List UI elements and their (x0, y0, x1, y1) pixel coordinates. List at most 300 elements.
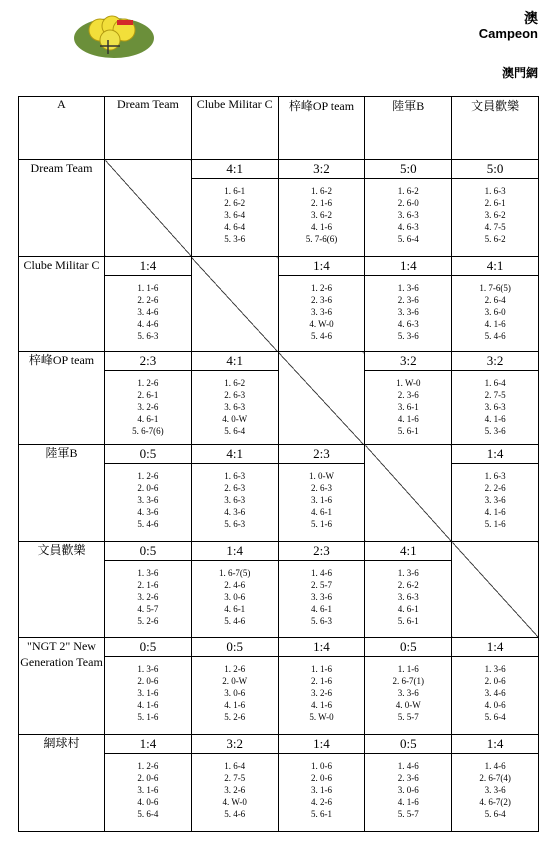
match-score: 1:4 (365, 257, 451, 276)
set-score: 4. 4-6 (137, 319, 159, 329)
set-score: 5. 6-4 (397, 234, 419, 244)
set-score: 4. 1-6 (310, 700, 332, 710)
set-scores (279, 464, 365, 530)
match-result (452, 257, 538, 351)
set-score: 2. 0-6 (137, 483, 159, 493)
match-score: 0:5 (105, 638, 191, 657)
set-score: 3. 2-6 (310, 688, 332, 698)
set-score: 1. 4-6 (310, 568, 332, 578)
match-cell (105, 445, 192, 542)
set-score: 1. 6-3 (484, 471, 506, 481)
set-score: 4. 0-W (222, 414, 248, 424)
set-score: 5. 5-7 (397, 712, 419, 722)
match-score: 0:5 (105, 445, 191, 464)
set-score: 2. 6-1 (484, 198, 506, 208)
set-score: 2. 6-1 (137, 390, 159, 400)
match-result (452, 160, 538, 256)
logo (70, 10, 162, 60)
match-cell (365, 638, 452, 735)
table-row (19, 735, 539, 832)
row-header: 文員歡樂 (19, 542, 105, 638)
match-cell (365, 257, 452, 352)
set-score: 1. 6-4 (224, 761, 246, 771)
match-result (192, 352, 278, 444)
match-cell (191, 160, 278, 257)
table-row (19, 638, 539, 735)
table-row (19, 445, 539, 542)
set-score: 2. 3-6 (397, 773, 419, 783)
set-score: 4. 1-6 (397, 414, 419, 424)
match-result (192, 542, 278, 637)
set-score: 4. 1-6 (397, 797, 419, 807)
match-cell (365, 735, 452, 832)
match-result (279, 445, 365, 541)
column-header: 陸軍B (365, 97, 452, 160)
set-score: 1. W-0 (396, 378, 421, 388)
set-score: 2. 2-6 (137, 295, 159, 305)
set-score: 4. 7-5 (484, 222, 506, 232)
set-score: 3. 4-6 (484, 688, 506, 698)
set-score: 4. 6-1 (310, 507, 332, 517)
results-grid (18, 96, 539, 832)
match-cell (105, 352, 192, 445)
set-score: 5. 3-6 (224, 234, 246, 244)
set-score: 3. 3-6 (397, 307, 419, 317)
set-score: 4. 6-3 (397, 319, 419, 329)
set-score: 3. 3-6 (484, 495, 506, 505)
set-score: 1. 2-6 (224, 664, 246, 674)
column-header: Clube Militar C (191, 97, 278, 160)
column-header: Dream Team (105, 97, 192, 160)
match-cell (452, 638, 539, 735)
set-score: 5. 4-6 (137, 519, 159, 529)
match-cell (278, 735, 365, 832)
match-score: 4:1 (365, 542, 451, 561)
row-header: 陸軍B (19, 445, 105, 542)
match-cell (105, 542, 192, 638)
match-score: 1:4 (452, 735, 538, 754)
set-scores (279, 276, 365, 342)
match-cell (105, 257, 192, 352)
match-score: 1:4 (452, 638, 538, 657)
set-score: 4. 6-1 (397, 604, 419, 614)
set-score: 4. 1-6 (224, 700, 246, 710)
match-cell (452, 257, 539, 352)
set-score: 5. 6-3 (224, 519, 246, 529)
set-score: 1. 6-2 (224, 378, 246, 388)
set-score: 5. 6-4 (224, 426, 246, 436)
match-score: 0:5 (105, 542, 191, 561)
match-result (452, 735, 538, 831)
set-score: 4. 6-1 (137, 414, 159, 424)
set-score: 3. 3-6 (484, 785, 506, 795)
set-scores (105, 371, 191, 437)
set-scores (452, 179, 538, 245)
column-header: 文員歡樂 (452, 97, 539, 160)
set-score: 1. 2-6 (137, 761, 159, 771)
set-score: 2. 1-6 (310, 676, 332, 686)
set-score: 4. 6-1 (310, 604, 332, 614)
set-score: 5. 4-6 (484, 331, 506, 341)
match-cell (105, 638, 192, 735)
match-result (105, 352, 191, 444)
set-scores (452, 464, 538, 530)
match-result (365, 542, 451, 637)
set-score: 1. 6-1 (224, 186, 246, 196)
match-result (105, 257, 191, 351)
match-score: 2:3 (279, 542, 365, 561)
set-score: 1. 1-6 (310, 664, 332, 674)
match-score: 0:5 (365, 735, 451, 754)
set-score: 4. 1-6 (310, 222, 332, 232)
set-score: 1. 3-6 (397, 568, 419, 578)
set-score: 1. 6-7(5) (218, 568, 251, 578)
set-score: 2. 0-6 (137, 676, 159, 686)
row-header: 梓峰OP team (19, 352, 105, 445)
set-score: 2. 6-7(4) (479, 773, 511, 783)
set-scores (365, 276, 451, 342)
set-score: 5. 3-6 (397, 331, 419, 341)
set-score: 5. 6-1 (397, 616, 419, 626)
match-result (279, 735, 365, 831)
set-score: 4. 6-3 (397, 222, 419, 232)
set-score: 3. 1-6 (137, 785, 159, 795)
set-scores (105, 561, 191, 627)
match-score: 4:1 (192, 352, 278, 371)
set-score: 3. 0-6 (397, 785, 419, 795)
table-row (19, 352, 539, 445)
match-score: 1:4 (452, 445, 538, 464)
set-score: 2. 7-5 (484, 390, 506, 400)
match-result (279, 542, 365, 637)
set-score: 5. 6-7(6) (132, 426, 164, 436)
match-score: 3:2 (192, 735, 278, 754)
set-score: 4. 6-1 (224, 604, 246, 614)
set-score: 1. 3-6 (137, 568, 159, 578)
set-score: 5. 4-6 (224, 616, 246, 626)
match-result (105, 735, 191, 831)
match-result (279, 160, 365, 256)
match-score: 4:1 (192, 160, 278, 179)
set-score: 3. 6-4 (224, 210, 246, 220)
match-score: 1:4 (279, 257, 365, 276)
set-score: 5. 6-4 (484, 809, 506, 819)
set-score: 5. 4-6 (224, 809, 246, 819)
header-title-zh: 澳 (524, 11, 538, 27)
match-score: 1:4 (279, 638, 365, 657)
match-cell (365, 542, 452, 638)
set-score: 4. 5-7 (137, 604, 159, 614)
set-scores (365, 754, 451, 820)
set-score: 1. 6-3 (224, 471, 246, 481)
match-score: 1:4 (192, 542, 278, 561)
set-score: 1. 1-6 (397, 664, 419, 674)
set-score: 2. 6-2 (224, 198, 246, 208)
set-score: 3. 3-6 (397, 688, 419, 698)
set-score: 3. 6-3 (397, 592, 419, 602)
set-score: 1. 2-6 (310, 283, 332, 293)
match-result (192, 638, 278, 734)
set-score: 3. 0-6 (224, 688, 246, 698)
match-score: 5:0 (365, 160, 451, 179)
match-cell (278, 638, 365, 735)
set-score: 5. 6-4 (137, 809, 159, 819)
set-score: 1. 3-6 (484, 664, 506, 674)
set-scores (192, 464, 278, 530)
set-scores (365, 561, 451, 627)
set-score: 5. 5-7 (397, 809, 419, 819)
set-scores (192, 754, 278, 820)
set-score: 2. 2-6 (484, 483, 506, 493)
match-cell (365, 160, 452, 257)
set-score: 2. 1-6 (137, 580, 159, 590)
set-scores (279, 657, 365, 723)
match-score: 0:5 (192, 638, 278, 657)
match-cell (191, 352, 278, 445)
match-score: 3:2 (452, 352, 538, 371)
match-score: 1:4 (279, 735, 365, 754)
match-result (279, 638, 365, 734)
set-score: 5. 1-6 (484, 519, 506, 529)
match-score: 4:1 (192, 445, 278, 464)
match-result (365, 735, 451, 831)
match-cell (278, 257, 365, 352)
set-scores (192, 179, 278, 245)
set-score: 5. 6-3 (310, 616, 332, 626)
set-score: 1. 2-6 (137, 471, 159, 481)
set-scores (192, 371, 278, 437)
set-score: 1. 6-2 (397, 186, 419, 196)
set-score: 3. 1-6 (137, 688, 159, 698)
match-result (365, 638, 451, 734)
set-score: 4. 0-W (395, 700, 421, 710)
set-score: 3. 6-3 (484, 402, 506, 412)
table-row (19, 542, 539, 638)
set-score: 4. W-0 (309, 319, 334, 329)
set-score: 2. 4-6 (224, 580, 246, 590)
match-cell (452, 160, 539, 257)
set-score: 2. 0-6 (484, 676, 506, 686)
match-result (105, 638, 191, 734)
match-result (105, 445, 191, 541)
match-result (365, 160, 451, 256)
set-score: 3. 0-6 (224, 592, 246, 602)
column-header-row (19, 97, 539, 160)
match-cell (452, 352, 539, 445)
set-score: 3. 6-3 (397, 210, 419, 220)
row-header: Clube Militar C (19, 257, 105, 352)
match-result (365, 257, 451, 351)
set-scores (365, 371, 451, 437)
set-scores (192, 657, 278, 723)
set-score: 1. 4-6 (397, 761, 419, 771)
set-score: 2. 0-6 (137, 773, 159, 783)
row-header: 網球村 (19, 735, 105, 832)
set-score: 5. 6-1 (310, 809, 332, 819)
set-score: 1. 1-6 (137, 283, 159, 293)
set-scores (192, 561, 278, 627)
match-cell (191, 542, 278, 638)
set-score: 3. 1-6 (310, 495, 332, 505)
match-score: 2:3 (105, 352, 191, 371)
set-score: 2. 3-6 (397, 390, 419, 400)
set-score: 1. 4-6 (484, 761, 506, 771)
match-score: 4:1 (452, 257, 538, 276)
set-score: 3. 6-2 (484, 210, 506, 220)
match-cell (278, 160, 365, 257)
match-result (452, 352, 538, 444)
set-score: 1. 6-3 (484, 186, 506, 196)
set-scores (279, 754, 365, 820)
set-scores (105, 464, 191, 530)
match-cell (278, 445, 365, 542)
table-row (19, 160, 539, 257)
set-score: 5. 7-6(6) (305, 234, 338, 244)
set-score: 5. W-0 (309, 712, 334, 722)
set-score: 2. 1-6 (310, 198, 332, 208)
set-score: 1. 6-4 (484, 378, 506, 388)
set-scores (452, 657, 538, 723)
set-score: 2. 5-7 (310, 580, 332, 590)
match-score: 0:5 (365, 638, 451, 657)
self-match-cell (452, 542, 539, 638)
set-score: 4. 1-6 (137, 700, 159, 710)
set-score: 1. 3-6 (137, 664, 159, 674)
set-score: 4. 0-6 (137, 797, 159, 807)
set-scores (452, 371, 538, 437)
match-cell (365, 352, 452, 445)
match-cell (191, 445, 278, 542)
set-score: 3. 6-3 (224, 402, 246, 412)
set-scores (105, 657, 191, 723)
set-score: 3. 2-6 (224, 785, 246, 795)
set-score: 2. 6-3 (310, 483, 332, 493)
corner-label: A (19, 97, 105, 160)
self-match-cell (365, 445, 452, 542)
set-score: 4. 1-6 (484, 507, 506, 517)
match-cell (105, 735, 192, 832)
set-score: 5. 6-3 (137, 331, 159, 341)
self-match-cell (278, 352, 365, 445)
row-header: "NGT 2" New Generation Team (19, 638, 105, 735)
set-score: 3. 2-6 (137, 592, 159, 602)
set-scores (452, 754, 538, 820)
match-result (105, 542, 191, 637)
match-score: 1:4 (105, 735, 191, 754)
match-result (279, 257, 365, 351)
set-score: 4. 0-6 (484, 700, 506, 710)
set-score: 3. 6-0 (484, 307, 506, 317)
match-score: 3:2 (365, 352, 451, 371)
self-match-cell (191, 257, 278, 352)
set-scores (365, 179, 451, 245)
set-score: 5. 3-6 (484, 426, 506, 436)
match-result (365, 352, 451, 444)
match-cell (191, 638, 278, 735)
match-result (452, 638, 538, 734)
match-score: 2:3 (279, 445, 365, 464)
set-score: 1. 0-W (308, 471, 334, 481)
header-subtitle: 澳門網 (501, 66, 538, 80)
match-cell (452, 445, 539, 542)
set-score: 5. 4-6 (310, 331, 332, 341)
set-score: 5. 6-2 (484, 234, 506, 244)
set-score: 2. 6-0 (397, 198, 419, 208)
match-result (192, 445, 278, 541)
set-score: 3. 3-6 (310, 307, 332, 317)
set-score: 4. 1-6 (484, 319, 506, 329)
row-header: Dream Team (19, 160, 105, 257)
set-score: 3. 6-2 (310, 210, 332, 220)
set-score: 2. 6-3 (224, 390, 246, 400)
set-score: 1. 0-6 (310, 761, 332, 771)
set-score: 1. 2-6 (137, 378, 159, 388)
match-score: 3:2 (279, 160, 365, 179)
match-cell (191, 735, 278, 832)
set-score: 5. 1-6 (137, 712, 159, 722)
set-score: 3. 1-6 (310, 785, 332, 795)
set-scores (105, 276, 191, 342)
set-score: 2. 6-2 (397, 580, 419, 590)
set-score: 2. 6-3 (224, 483, 246, 493)
set-score: 4. 3-6 (224, 507, 246, 517)
set-score: 4. W-0 (222, 797, 247, 807)
set-score: 5. 6-1 (397, 426, 419, 436)
match-score: 5:0 (452, 160, 538, 179)
self-match-cell (105, 160, 192, 257)
match-score: 1:4 (105, 257, 191, 276)
set-scores (279, 179, 365, 245)
set-score: 4. 6-4 (224, 222, 246, 232)
set-score: 1. 7-6(5) (479, 283, 511, 293)
set-score: 2. 3-6 (310, 295, 332, 305)
set-score: 2. 6-4 (484, 295, 506, 305)
table-row (19, 257, 539, 352)
set-scores (279, 561, 365, 627)
set-score: 2. 0-W (222, 676, 248, 686)
set-score: 3. 6-1 (397, 402, 419, 412)
match-cell (452, 735, 539, 832)
header-title-en: Campeon (478, 26, 538, 41)
set-score: 3. 3-6 (310, 592, 332, 602)
set-score: 5. 1-6 (310, 519, 332, 529)
match-result (192, 735, 278, 831)
set-score: 1. 3-6 (397, 283, 419, 293)
set-score: 4. 6-7(2) (479, 797, 511, 807)
set-scores (452, 276, 538, 342)
set-score: 3. 2-6 (137, 402, 159, 412)
match-cell (278, 542, 365, 638)
set-score: 4. 3-6 (137, 507, 159, 517)
set-score: 2. 3-6 (397, 295, 419, 305)
set-score: 3. 3-6 (137, 495, 159, 505)
set-score: 3. 6-3 (224, 495, 246, 505)
set-score: 5. 2-6 (137, 616, 159, 626)
set-score: 5. 6-4 (484, 712, 506, 722)
set-score: 5. 2-6 (224, 712, 246, 722)
set-scores (365, 657, 451, 723)
set-score: 3. 4-6 (137, 307, 159, 317)
set-scores (105, 754, 191, 820)
set-score: 1. 6-2 (310, 186, 332, 196)
match-result (452, 445, 538, 541)
set-score: 2. 6-7(1) (392, 676, 425, 686)
column-header: 梓峰OP team (278, 97, 365, 160)
set-score: 2. 7-5 (224, 773, 246, 783)
set-score: 4. 2-6 (310, 797, 332, 807)
set-score: 4. 1-6 (484, 414, 506, 424)
match-result (192, 160, 278, 256)
